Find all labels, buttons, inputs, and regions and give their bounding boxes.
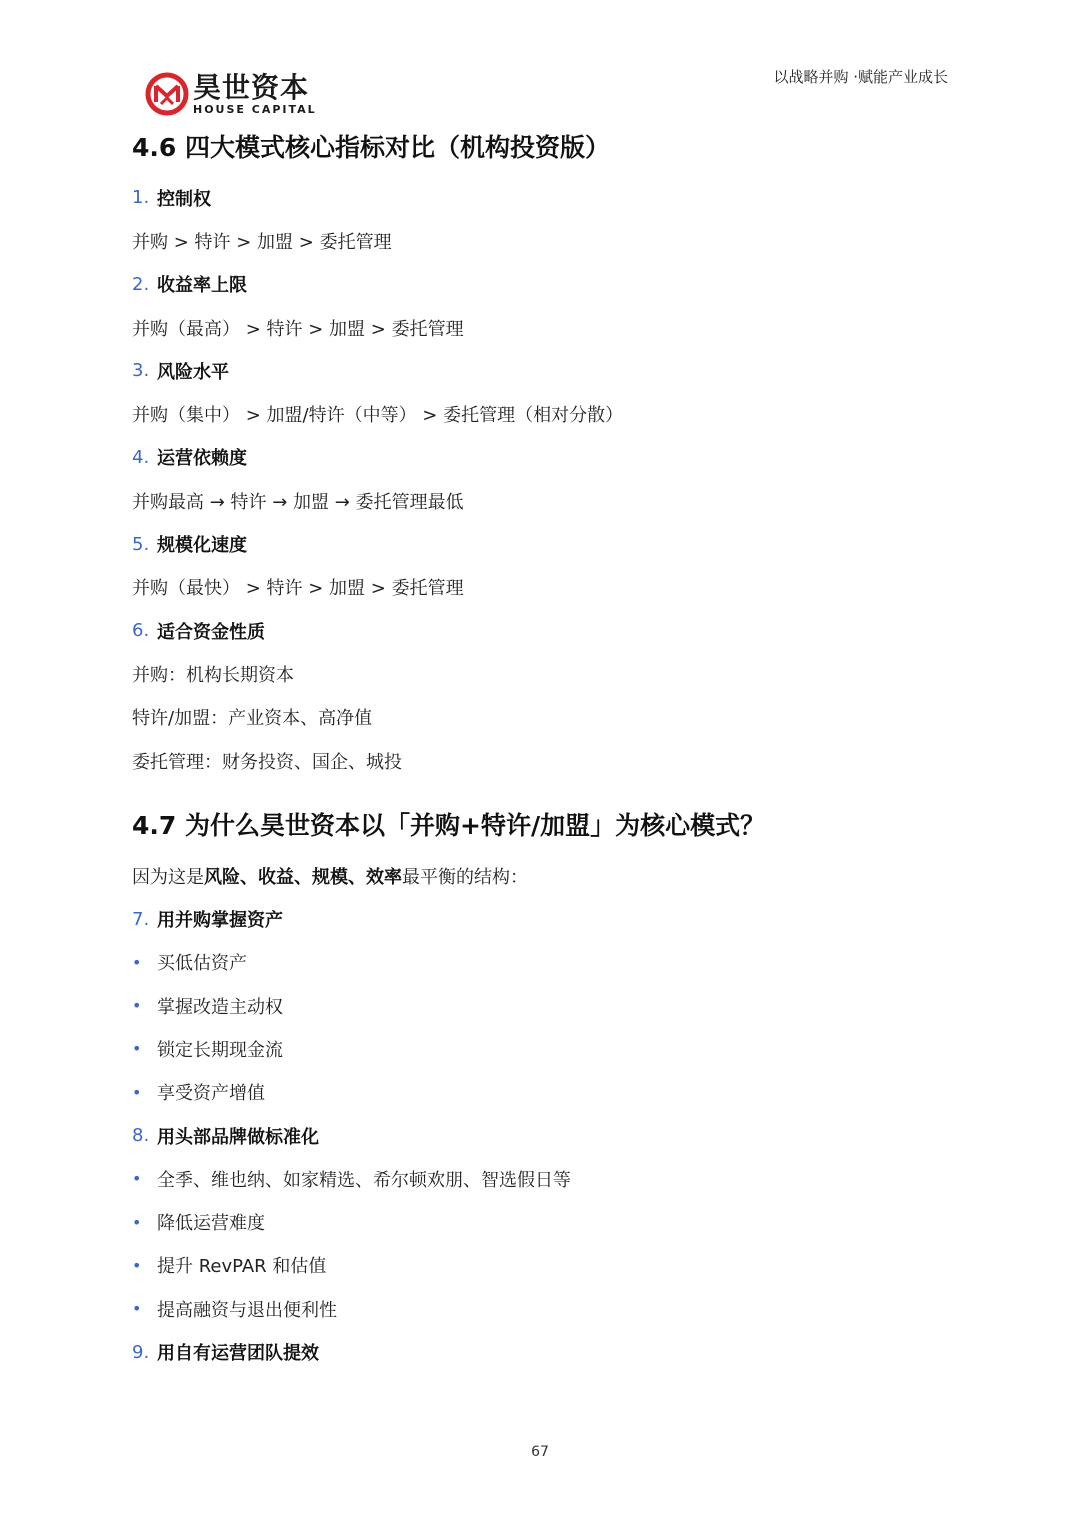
item-text: 并购（集中） > 加盟/特许（中等） > 委托管理（相对分散）: [132, 405, 624, 427]
item-text: 并购（最快） > 特许 > 加盟 > 委托管理: [132, 578, 464, 600]
list-item: [132, 349, 952, 392]
item-number: 3.: [132, 360, 150, 382]
bullet-text: 享受资产增值: [157, 1083, 265, 1105]
bullet-text: 掌握改造主动权: [157, 996, 283, 1018]
list-item: [132, 1114, 952, 1157]
item-number: 2.: [132, 273, 150, 295]
item-label: 收益率上限: [157, 275, 247, 297]
bullet-dot-icon: •: [132, 996, 142, 1016]
document-body: [132, 130, 952, 1374]
item-label: 控制权: [157, 188, 211, 210]
list-item: [132, 897, 952, 940]
company-logo: [145, 72, 317, 116]
intro-emphasis: 风险、收益、规模、效率: [204, 866, 402, 888]
bullet-dot-icon: •: [132, 1255, 142, 1275]
list-item: [132, 609, 952, 652]
section-intro: [132, 854, 952, 897]
item-number: 7.: [132, 908, 150, 930]
house-capital-logo-icon: [145, 72, 189, 116]
item-text: 特许/加盟：产业资本、高净值: [132, 708, 373, 730]
bullet-item: [132, 1287, 952, 1330]
bullet-dot-icon: •: [132, 1169, 142, 1189]
list-item: [132, 176, 952, 219]
item-text: 并购最高 → 特许 → 加盟 → 委托管理最低: [132, 491, 464, 513]
bullet-item: [132, 1201, 952, 1244]
intro-suffix: 最平衡的结构：: [402, 866, 528, 888]
item-label: 风险水平: [157, 361, 229, 383]
bullet-text: 提高融资与退出便利性: [157, 1299, 337, 1321]
item-label: 用自有运营团队提效: [157, 1343, 319, 1365]
item-label: 用并购掌握资产: [157, 910, 283, 932]
section-heading-4-7: 4.7 为什么昊世资本以「并购+特许/加盟」为核心模式？: [132, 811, 766, 841]
bullet-text: 全季、维也纳、如家精选、希尔顿欢朋、智选假日等: [157, 1169, 571, 1191]
bullet-text: 买低估资产: [157, 953, 247, 975]
bullet-dot-icon: •: [132, 952, 142, 972]
bullet-dot-icon: •: [132, 1299, 142, 1319]
section-heading-4-6: 4.6 四大模式核心指标对比（机构投资版）: [132, 133, 610, 162]
item-number: 4.: [132, 446, 150, 468]
list-item: [132, 263, 952, 306]
item-number: 8.: [132, 1125, 150, 1147]
item-number: 1.: [132, 187, 150, 209]
item-number: 6.: [132, 620, 150, 642]
item-text: 并购：机构长期资本: [132, 664, 294, 686]
bullet-item: [132, 1071, 952, 1114]
intro-prefix: 因为这是: [132, 866, 204, 888]
bullet-item: [132, 1027, 952, 1070]
item-text: 并购 > 特许 > 加盟 > 委托管理: [132, 231, 392, 253]
item-text: 并购（最高） > 特许 > 加盟 > 委托管理: [132, 318, 464, 340]
logo-english-name: HOUSE CAPITAL: [193, 102, 317, 116]
item-number: 9.: [132, 1341, 150, 1363]
bullet-item: [132, 1244, 952, 1287]
item-label: 运营依赖度: [157, 448, 247, 470]
page-number: 67: [531, 1444, 549, 1460]
item-number: 5.: [132, 533, 150, 555]
item-label: 规模化速度: [157, 535, 247, 557]
item-label: 用头部品牌做标准化: [157, 1126, 319, 1148]
list-item: [132, 1330, 952, 1373]
bullet-item: [132, 984, 952, 1027]
item-text: 委托管理：财务投资、国企、城投: [132, 751, 402, 773]
bullet-text: 提升 RevPAR 和估值: [157, 1256, 327, 1278]
bullet-item: [132, 1157, 952, 1200]
bullet-item: [132, 941, 952, 984]
header-tagline: 以战略并购 ·赋能产业成长: [773, 68, 948, 86]
bullet-text: 锁定长期现金流: [157, 1039, 283, 1061]
item-label: 适合资金性质: [157, 621, 265, 643]
bullet-dot-icon: •: [132, 1039, 142, 1059]
bullet-text: 降低运营难度: [157, 1213, 265, 1235]
bullet-dot-icon: •: [132, 1082, 142, 1102]
logo-chinese-name: 昊世资本: [193, 70, 310, 104]
bullet-dot-icon: •: [132, 1212, 142, 1232]
list-item: [132, 522, 952, 565]
list-item: [132, 436, 952, 479]
